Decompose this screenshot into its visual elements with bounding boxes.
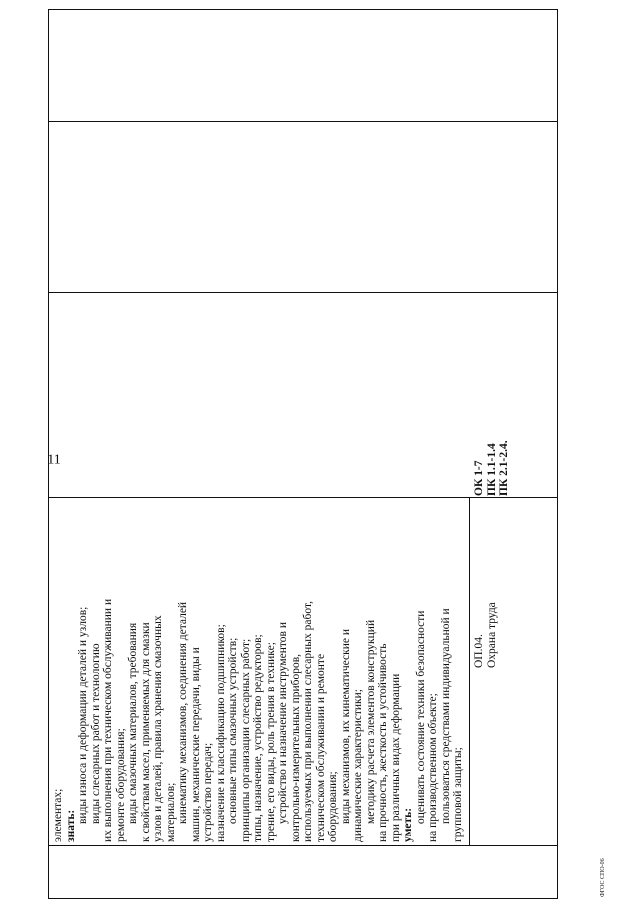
discipline-name: Охрана труда	[485, 602, 498, 668]
skill-line: используемых при выполнении слесарных работ,	[302, 601, 314, 842]
section-heading: уметь:	[402, 807, 414, 842]
column-border	[49, 292, 557, 293]
page-footer: ФГОС СПО-06	[600, 858, 606, 897]
discipline-cell	[473, 602, 498, 668]
skill-line: динамические характеристики;	[352, 689, 364, 842]
skill-line: их выполнения при техническом обслуживании и	[102, 598, 114, 842]
skill-line: виды износа и деформации деталей и узлов;	[77, 606, 89, 824]
competency-line: ПК 1.1-1.4	[485, 443, 498, 496]
skill-line: групповой защиты;	[452, 747, 464, 842]
skill-line: кинематику механизмов, соединения деталей	[177, 601, 189, 824]
skill-line: виды механизмов, их кинематические и	[339, 629, 352, 824]
discipline-code: ОП.04.	[473, 634, 485, 668]
skill-line: машин, механические передачи, виды и	[189, 647, 202, 842]
competencies-cell	[473, 440, 511, 496]
column-border	[49, 121, 557, 122]
column-border	[49, 845, 557, 846]
competency-line: ОК 1-7	[473, 460, 485, 496]
page-number: 11	[47, 452, 61, 468]
skill-line: ремонте оборудования;	[114, 728, 127, 842]
skill-line: оборудования;	[327, 771, 339, 842]
skill-line: на производственном объекте;	[427, 693, 439, 842]
skills-cell	[52, 599, 465, 842]
skill-line: виды смазочных материалов, требования	[127, 622, 139, 824]
skill-line: материалов;	[164, 782, 177, 842]
curriculum-table	[48, 9, 558, 899]
skill-line: методику расчета элементов конструкций	[364, 619, 377, 824]
skill-line: техническом обслуживании и ремонте	[314, 653, 327, 842]
skill-line: принципы организации слесарных работ;	[239, 638, 252, 842]
section-heading: знать:	[64, 809, 77, 842]
skill-line: типы, назначение, устройство редукторов;	[252, 634, 264, 842]
skill-line: назначение и классификацию подшипников;	[214, 624, 227, 842]
skill-line: при различных видах деформации	[389, 673, 402, 842]
column-border	[49, 497, 557, 498]
skill-line: устройство и назначение инструментов и	[277, 622, 289, 824]
skill-line: устройство передач;	[202, 742, 214, 842]
skill-line: к свойствам масел, применяемых для смазки	[139, 622, 152, 842]
skill-line: пользоваться средствами индивидуальной и	[439, 608, 452, 824]
skill-line: контрольно-измерительных приборов,	[289, 653, 302, 842]
skill-line: на прочность, жесткость и устойчивость	[377, 643, 389, 842]
skill-line: основные типы смазочных устройств;	[227, 637, 239, 824]
skill-line: трение, его виды, роль трения в технике;	[264, 642, 277, 842]
skill-line: виды слесарных работ и технологию	[89, 643, 102, 824]
skill-line: оценивать состояние техники безопасности	[414, 610, 427, 824]
row-border	[469, 498, 470, 846]
skill-line: элементах;	[52, 788, 64, 842]
skill-line: узлов и деталей, правила хранения смазочных	[152, 615, 164, 842]
competency-line: ПК 2.1-2.4.	[498, 440, 510, 496]
